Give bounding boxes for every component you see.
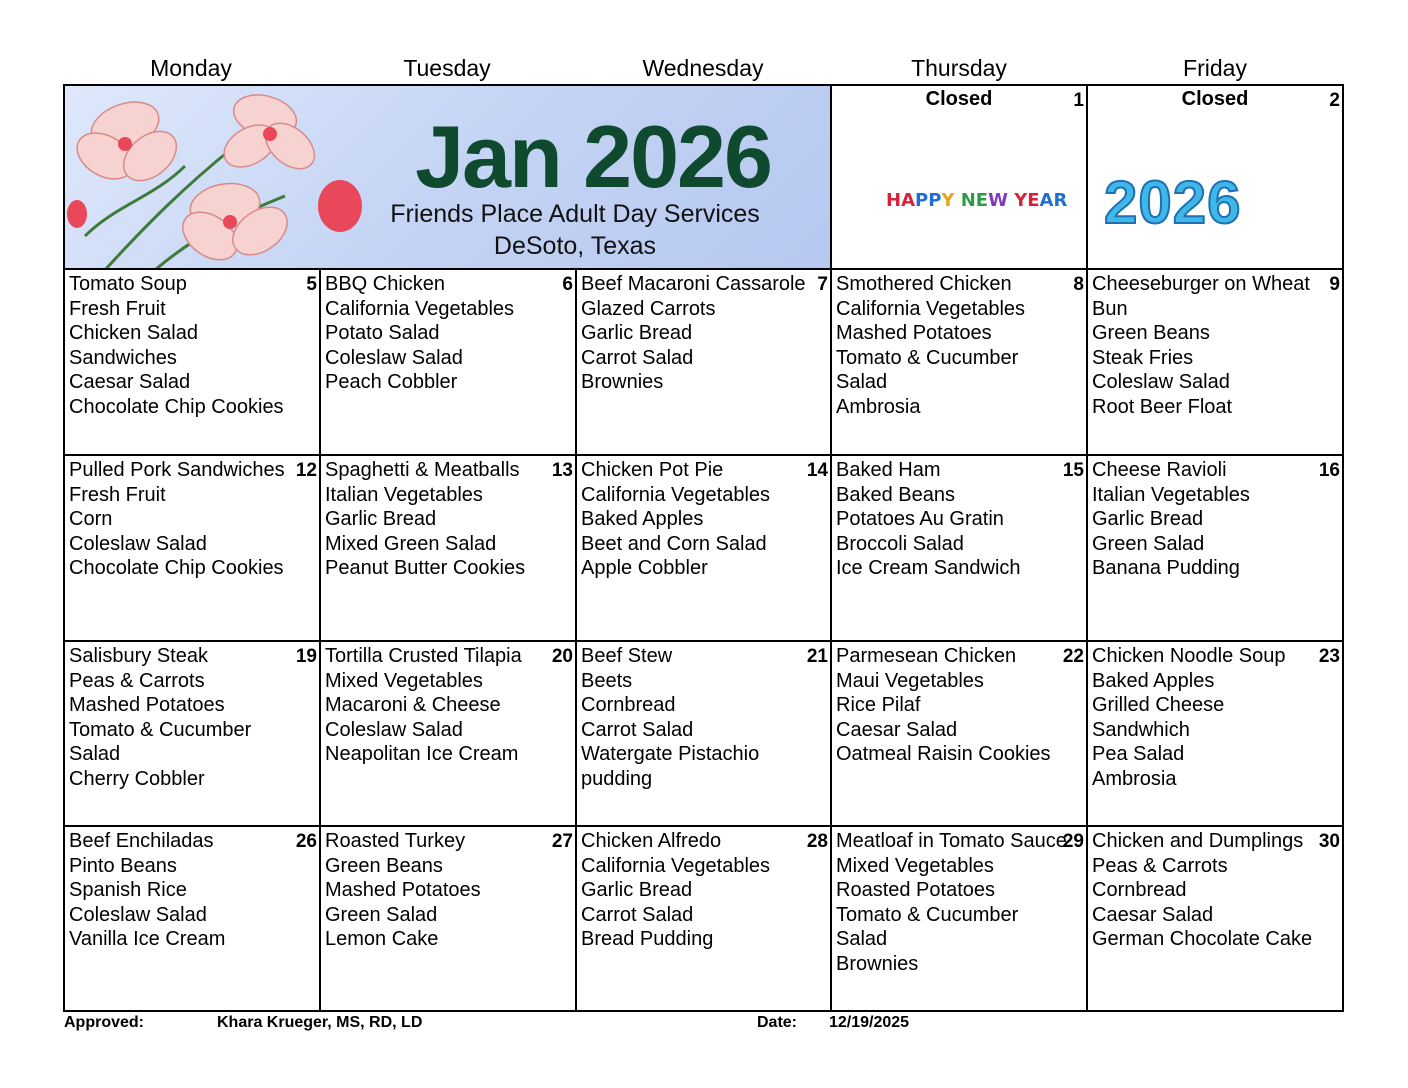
menu-item: Parmesean Chicken — [836, 645, 1017, 667]
menu-item: Chocolate Chip Cookies — [69, 557, 284, 580]
day-number: 15 — [1062, 460, 1084, 481]
day-number: 13 — [551, 460, 573, 481]
menu-item: Peas & Carrots — [1092, 854, 1228, 877]
menu-item: Grilled Cheese — [1092, 694, 1225, 717]
menu-item: Broccoli Salad — [836, 532, 964, 555]
calendar-day-2 — [1088, 86, 1342, 270]
menu-item: Beet and Corn Salad — [581, 532, 767, 555]
menu-item: Spaghetti & Meatballs — [325, 459, 520, 481]
menu-item: Pinto Beans — [69, 854, 177, 877]
menu-item: Sandwhich — [1092, 718, 1190, 741]
menu-item: Tomato Soup — [69, 273, 187, 295]
day-number: 16 — [1318, 460, 1340, 481]
menu-item: Spanish Rice — [69, 879, 187, 902]
menu-items — [1092, 644, 1338, 792]
menu-item: California Vegetables — [325, 297, 515, 320]
calendar-day-6 — [321, 270, 577, 456]
menu-item: Tortilla Crusted Tilapia — [325, 645, 522, 667]
menu-items — [836, 458, 1082, 581]
menu-item: Coleslaw Salad — [69, 532, 207, 555]
menu-item: German Chocolate Cake — [1092, 928, 1313, 951]
menu-items — [325, 272, 571, 395]
day-number: 8 — [1073, 274, 1084, 295]
calendar-day-1 — [832, 86, 1088, 270]
menu-item: Pea Salad — [1092, 743, 1185, 766]
organization-location: DeSoto, Texas — [493, 232, 657, 260]
menu-item: Carrot Salad — [581, 346, 694, 369]
menu-item: Potatoes Au Gratin — [836, 508, 1004, 531]
menu-item: Garlic Bread — [581, 879, 693, 902]
menu-item: Cornbread — [1092, 879, 1187, 902]
calendar-day-27 — [321, 827, 577, 1010]
menu-item: Tomato & Cucumber — [836, 903, 1019, 926]
menu-items — [581, 458, 826, 581]
menu-item: Green Beans — [325, 854, 443, 877]
menu-item: Chicken Salad — [69, 322, 198, 345]
menu-item: Beef Enchiladas — [69, 830, 214, 852]
menu-item: Mixed Vegetables — [325, 669, 483, 692]
calendar-day-19 — [65, 642, 321, 827]
menu-item: Roasted Turkey — [325, 830, 466, 852]
approver-name: Khara Krueger, MS, RD, LD — [217, 1014, 423, 1031]
day-number: 30 — [1318, 831, 1340, 852]
menu-item: Brownies — [581, 371, 664, 394]
calendar-day-14 — [577, 456, 832, 642]
menu-items — [581, 272, 826, 395]
menu-item: Peanut Butter Cookies — [325, 557, 526, 580]
menu-items — [69, 272, 315, 420]
menu-item: Oatmeal Raisin Cookies — [836, 743, 1051, 766]
happy-new-year-art: HAPPY NEW YEAR — [886, 190, 1068, 211]
menu-items — [581, 644, 826, 792]
menu-items — [69, 458, 315, 581]
menu-item: Mixed Vegetables — [836, 854, 994, 877]
menu-items — [581, 829, 826, 952]
menu-item: Baked Apples — [1092, 669, 1215, 692]
menu-item: Ice Cream Sandwich — [836, 557, 1021, 580]
calendar-day-20 — [321, 642, 577, 827]
menu-item: Cheeseburger on Wheat — [1092, 273, 1310, 295]
calendar-day-23 — [1088, 642, 1342, 827]
year-2026-art: 2026 — [1104, 169, 1242, 236]
calendar-day-9 — [1088, 270, 1342, 456]
closed-label: Closed — [925, 88, 993, 110]
calendar-day-8 — [832, 270, 1088, 456]
menu-item: Italian Vegetables — [325, 483, 483, 506]
day-number: 22 — [1062, 646, 1084, 667]
menu-item: Vanilla Ice Cream — [69, 928, 226, 951]
menu-items — [836, 644, 1082, 767]
menu-item: Salisbury Steak — [69, 645, 208, 667]
organization-name: Friends Place Adult Day Services — [390, 200, 760, 228]
menu-item: Tomato & Cucumber — [69, 718, 252, 741]
menu-item: Garlic Bread — [325, 508, 437, 531]
menu-item: California Vegetables — [581, 483, 771, 506]
menu-items — [69, 644, 315, 792]
weekday-thursday: Thursday — [911, 55, 1007, 81]
menu-items — [1092, 272, 1338, 420]
menu-item: Green Salad — [1092, 532, 1205, 555]
menu-item: Baked Apples — [581, 508, 704, 531]
menu-item: Neapolitan Ice Cream — [325, 743, 519, 766]
menu-item: Salad — [836, 371, 888, 394]
menu-item: Meatloaf in Tomato Sauce — [836, 830, 1067, 852]
day-number: 28 — [806, 831, 828, 852]
day-number: 21 — [806, 646, 828, 667]
menu-item: Watergate Pistachio — [581, 743, 760, 766]
menu-item: Mashed Potatoes — [836, 322, 992, 345]
menu-item: Mashed Potatoes — [325, 879, 481, 902]
weekday-monday: Monday — [150, 55, 232, 81]
menu-item: BBQ Chicken — [325, 273, 446, 295]
menu-item: Baked Beans — [836, 483, 955, 506]
menu-item: Fresh Fruit — [69, 297, 166, 320]
menu-item: Glazed Carrots — [581, 297, 716, 320]
menu-item: Mixed Green Salad — [325, 532, 497, 555]
menu-item: Garlic Bread — [1092, 508, 1204, 531]
menu-item: Green Beans — [1092, 322, 1210, 345]
menu-item: Caesar Salad — [1092, 903, 1214, 926]
menu-item: Garlic Bread — [581, 322, 693, 345]
menu-item: Cornbread — [581, 694, 676, 717]
menu-item: Italian Vegetables — [1092, 483, 1250, 506]
menu-item: Lemon Cake — [325, 928, 439, 951]
weekday-wednesday: Wednesday — [642, 55, 764, 81]
menu-item: Cherry Cobbler — [69, 767, 205, 790]
menu-item: Coleslaw Salad — [69, 903, 207, 926]
weekday-header-row — [63, 52, 1344, 84]
approved-label: Approved: — [64, 1014, 144, 1031]
day-number: 27 — [551, 831, 573, 852]
calendar-day-29 — [832, 827, 1088, 1010]
menu-item: Mashed Potatoes — [69, 694, 225, 717]
menu-item: Carrot Salad — [581, 903, 694, 926]
menu-item: Rice Pilaf — [836, 694, 921, 717]
menu-item: Steak Fries — [1092, 346, 1194, 369]
month-banner — [65, 86, 832, 270]
closed-label: Closed — [1181, 88, 1249, 110]
menu-item: Coleslaw Salad — [1092, 371, 1230, 394]
menu-item: Potato Salad — [325, 322, 440, 345]
menu-item: Chicken Alfredo — [581, 830, 722, 852]
menu-item: Corn — [69, 508, 113, 531]
calendar-day-13 — [321, 456, 577, 642]
menu-items — [1092, 458, 1338, 581]
calendar-day-22 — [832, 642, 1088, 827]
menu-item: Cheese Ravioli — [1092, 459, 1227, 481]
day-number: 26 — [295, 831, 317, 852]
menu-item: Chicken Pot Pie — [581, 459, 724, 481]
menu-item: Carrot Salad — [581, 718, 694, 741]
menu-item: Baked Ham — [836, 459, 941, 481]
menu-items — [69, 829, 315, 952]
menu-item: Roasted Potatoes — [836, 879, 995, 902]
calendar-day-28 — [577, 827, 832, 1010]
menu-item: Maui Vegetables — [836, 669, 984, 692]
menu-item: Fresh Fruit — [69, 483, 166, 506]
menu-item: Chocolate Chip Cookies — [69, 395, 284, 418]
menu-item: Peas & Carrots — [69, 669, 205, 692]
menu-items — [325, 644, 571, 767]
calendar-day-21 — [577, 642, 832, 827]
menu-item: Coleslaw Salad — [325, 346, 463, 369]
menu-item: Ambrosia — [836, 395, 921, 418]
menu-item: Macaroni & Cheese — [325, 694, 501, 717]
menu-items — [836, 829, 1082, 977]
menu-items — [1092, 829, 1338, 952]
menu-item: Ambrosia — [1092, 767, 1177, 790]
day-number: 7 — [817, 274, 828, 295]
menu-item: Smothered Chicken — [836, 273, 1012, 295]
day-number: 2 — [1329, 90, 1340, 111]
menu-item: Salad — [836, 928, 888, 951]
calendar-day-15 — [832, 456, 1088, 642]
day-number: 19 — [295, 646, 317, 667]
calendar-day-7 — [577, 270, 832, 456]
day-number: 6 — [562, 274, 573, 295]
day-number: 12 — [295, 460, 317, 481]
menu-items — [325, 458, 571, 581]
menu-item: Beef Macaroni Cassarole — [581, 273, 806, 295]
calendar-day-12 — [65, 456, 321, 642]
day-number: 5 — [306, 274, 317, 295]
menu-item: Brownies — [836, 952, 919, 975]
day-number: 9 — [1329, 274, 1340, 295]
menu-item: Sandwiches — [69, 346, 177, 369]
menu-item: Coleslaw Salad — [325, 718, 463, 741]
calendar-day-30 — [1088, 827, 1342, 1010]
menu-item: Apple Cobbler — [581, 557, 708, 580]
menu-item: Bun — [1092, 297, 1128, 320]
menu-item: pudding — [581, 767, 653, 790]
menu-item: Caesar Salad — [836, 718, 958, 741]
menu-item: California Vegetables — [581, 854, 771, 877]
menu-item: Banana Pudding — [1092, 557, 1240, 580]
date-label: Date: — [757, 1014, 798, 1031]
day-number: 23 — [1318, 646, 1340, 667]
menu-items — [325, 829, 571, 952]
calendar-grid — [63, 84, 1344, 1012]
menu-item: Root Beer Float — [1092, 395, 1233, 418]
calendar-day-16 — [1088, 456, 1342, 642]
flowers-illustration — [65, 86, 365, 270]
day-number: 20 — [551, 646, 573, 667]
menu-item: Tomato & Cucumber — [836, 346, 1019, 369]
menu-items — [836, 272, 1082, 420]
menu-item: California Vegetables — [836, 297, 1026, 320]
month-title: Jan 2026 — [415, 107, 771, 206]
calendar-day-5 — [65, 270, 321, 456]
menu-item: Beets — [581, 669, 633, 692]
menu-item: Bread Pudding — [581, 928, 714, 951]
weekday-tuesday: Tuesday — [403, 55, 491, 81]
menu-item: Caesar Salad — [69, 371, 191, 394]
menu-item: Chicken Noodle Soup — [1092, 645, 1286, 667]
menu-item: Salad — [69, 743, 121, 766]
day-number: 29 — [1062, 831, 1084, 852]
weekday-friday: Friday — [1183, 55, 1247, 81]
calendar-day-26 — [65, 827, 321, 1010]
menu-item: Pulled Pork Sandwiches — [69, 459, 285, 481]
menu-item: Peach Cobbler — [325, 371, 458, 394]
menu-item: Green Salad — [325, 903, 438, 926]
menu-item: Beef Stew — [581, 645, 673, 667]
day-number: 14 — [806, 460, 828, 481]
day-number: 1 — [1073, 90, 1084, 111]
approval-date: 12/19/2025 — [829, 1014, 910, 1031]
menu-item: Chicken and Dumplings — [1092, 830, 1304, 852]
